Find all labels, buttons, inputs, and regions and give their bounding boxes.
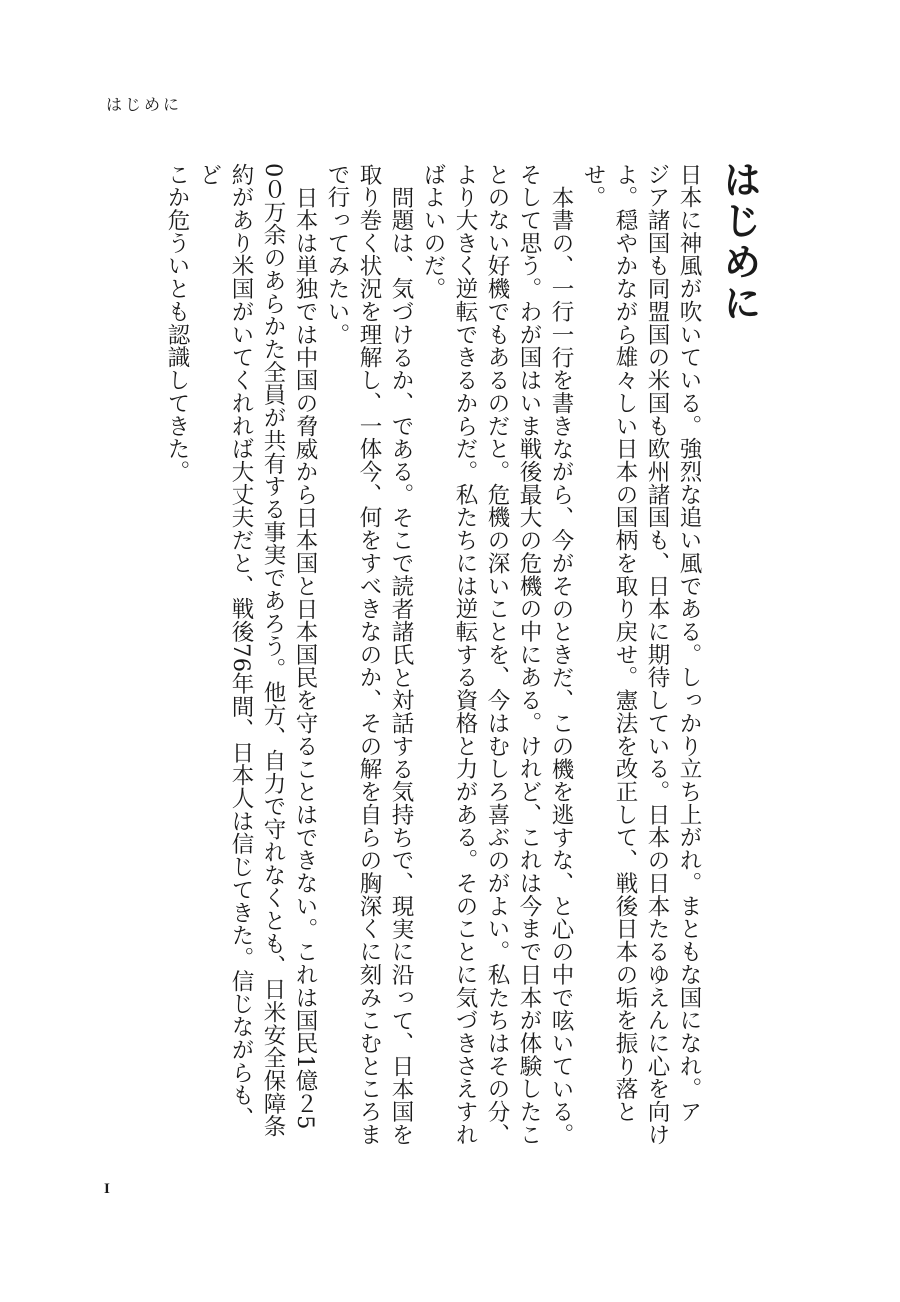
running-head: はじめに — [106, 95, 183, 114]
page-number: I — [104, 1181, 110, 1197]
paragraph-2: 本書の、一行一行を書きながら、今がそのときだ、この機を逃すな、と心の中で呟いている。 そして思う。わが国はいま戦後最大の危機の中にある。けれど、これは今まで日本が体験したこ とのない好機でもあるのだと。危機の深いことを、今はむしろ喜ぶのがよい。私たちはその分、 より大きく逆転できるからだ。私たちには逆転する資格と力がある。そのことに気づきさえすれ ばよいのだ。 — [420, 163, 574, 1146]
chapter-title: はじめに — [717, 160, 761, 324]
paragraph-4: 日本は単独では中国の脅威から日本国と日本国民を守ることはできない。これは国民1億２5 0０万余のあらかた全員が共有する事実であろう。他方、自力で守れなくとも、日米安全保障条 約があり米国がいてくれれば大丈夫だと、戦後76年間、日本人は信じてきた。信じながらも、ど こか危ういとも認識してきた。 — [164, 163, 318, 1138]
paragraph-3: 問題は、気づけるか、である。そこで読者諸氏と対話する気持ちで、現実に沿って、日本国を 取り巻く状況を理解し、一体今、何をすべきなのか、その解を自らの胸深くに刻みこむところま で行ってみたい。 — [324, 163, 414, 1146]
paragraph-1: 日本に神風が吹いている。強烈な追い風である。しっかり立ち上がれ。まともな国になれ。ア ジア諸国も同盟国の米国も欧州諸国も、日本に期待している。日本の日本たるゆえんに心を向け よ。穏やかながら雄々しい日本の国柄を取り戻せ。憲法を改正して、戦後日本の垢を振り落とせ。 — [580, 163, 702, 1146]
body-text — [65, 163, 705, 1148]
